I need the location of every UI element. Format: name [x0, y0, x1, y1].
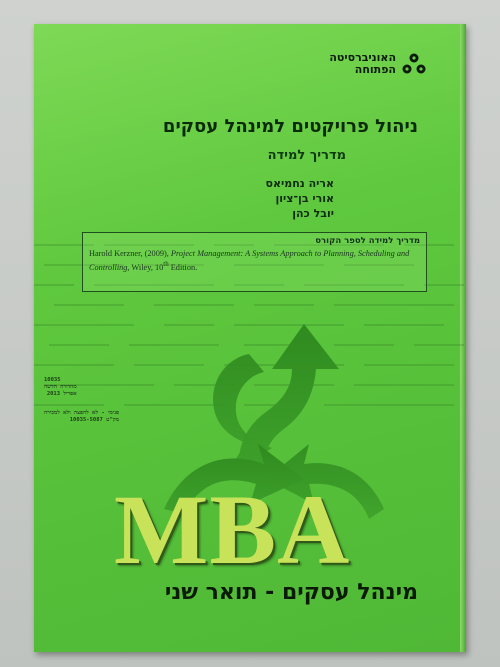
imprint-info	[44, 377, 77, 398]
distribution-note	[44, 410, 119, 424]
ref-publisher: , Wiley, 10	[127, 262, 164, 272]
publisher-name	[329, 52, 396, 76]
edition-label: מהדורה חדשה	[44, 384, 77, 390]
book-cover	[34, 24, 466, 652]
catalog-number: מק"ט 10035-5087	[69, 417, 120, 423]
ref-title: Project Management: A Systems Approach to Planning, Scheduling and Controlling	[89, 249, 410, 272]
ref-author: Harold Kerzner, (2009),	[89, 249, 171, 258]
publisher-name-line1: האוניברסיטה	[329, 51, 396, 64]
program-name: מינהל עסקים - תואר שני	[164, 580, 418, 605]
source-reference-text	[89, 248, 420, 273]
mba-logo: MBA	[114, 474, 351, 585]
author-name: יובל כהן	[292, 207, 334, 220]
ref-edition-suffix: th	[163, 261, 169, 268]
edition-date: אפריל 2013	[46, 391, 77, 397]
author-name: אורי בן־ציון	[275, 192, 334, 205]
publisher-emblem-icon	[402, 53, 426, 75]
author-name: אריה נחמיאס	[265, 177, 334, 190]
book-subtitle: מדריך למידה	[267, 148, 346, 163]
ref-end: Edition.	[168, 262, 198, 272]
publisher-logo	[329, 52, 426, 76]
author-list	[266, 176, 334, 221]
not-for-sale-note: פנימי - לא להפצה ולא למכירה	[44, 410, 120, 416]
source-box-title: מדריך למידה לספר הקורס	[315, 236, 420, 246]
publisher-name-line2: הפתוחה	[354, 63, 396, 76]
source-reference-box	[82, 232, 427, 292]
course-code: 10035	[44, 377, 61, 383]
book-title: ניהול פרויקטים למינהל עסקים	[162, 116, 418, 137]
